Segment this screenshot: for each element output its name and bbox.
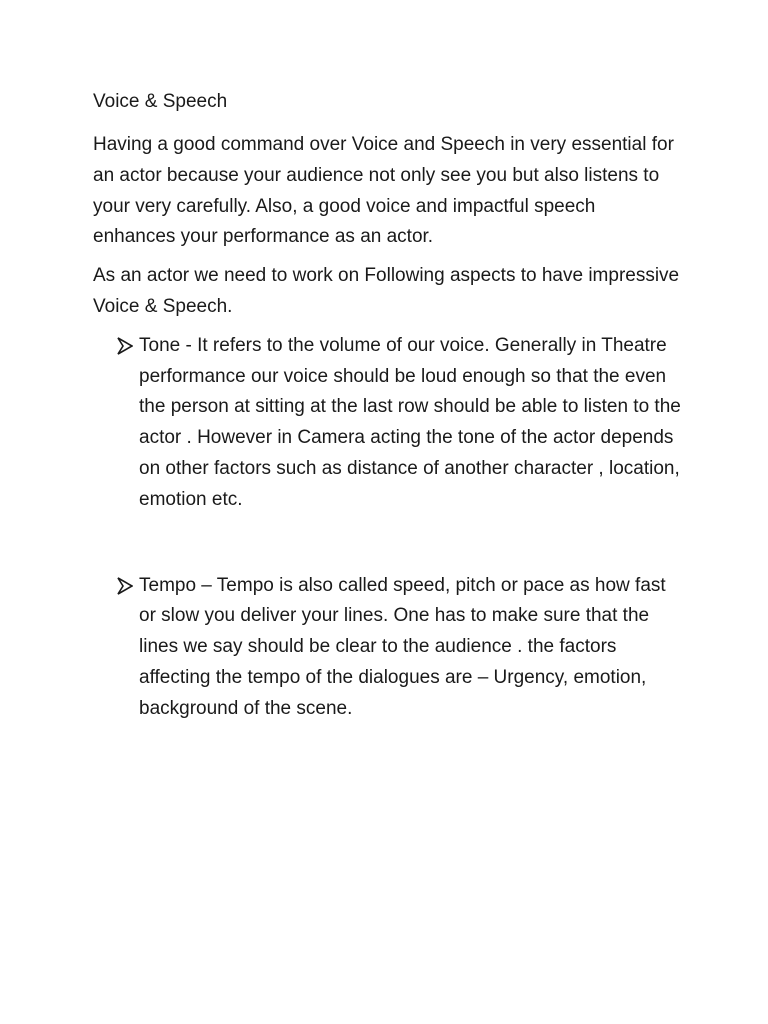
bullet-text-tempo: Tempo – Tempo is also called speed, pitch or pace as how fast or slow you deliver your lines. One has to make sure that the lines we say should be clear to the audience . the factors affecting the tempo of the dialogues are – Urgency, emotion, background of the scene. bbox=[139, 574, 666, 719]
document-body bbox=[93, 88, 683, 725]
aspects-paragraph: As an actor we need to work on Following aspects to have impressive Voice & Speech. bbox=[93, 265, 680, 317]
intro-paragraph: Having a good command over Voice and Speech in very essential for an actor because your audience not only see you but also listens to your very carefully. Also, a good voice and impactful speech enhances your performance as an actor. bbox=[93, 134, 674, 248]
arrowhead-bullet-icon bbox=[117, 337, 133, 355]
aspects-list bbox=[93, 331, 683, 725]
arrowhead-bullet-icon bbox=[117, 577, 133, 595]
document-heading: Voice & Speech bbox=[93, 91, 228, 112]
list-item bbox=[93, 571, 683, 725]
bullet-text-tone: Tone - It refers to the volume of our voice. Generally in Theatre performance our voice should be loud enough so that the even the person at sitting at the last row should be able to listen to the actor . However in Camera acting the tone of the actor depends on other factors such as distance of another character , location, emotion etc. bbox=[139, 334, 681, 510]
list-item bbox=[93, 331, 683, 516]
